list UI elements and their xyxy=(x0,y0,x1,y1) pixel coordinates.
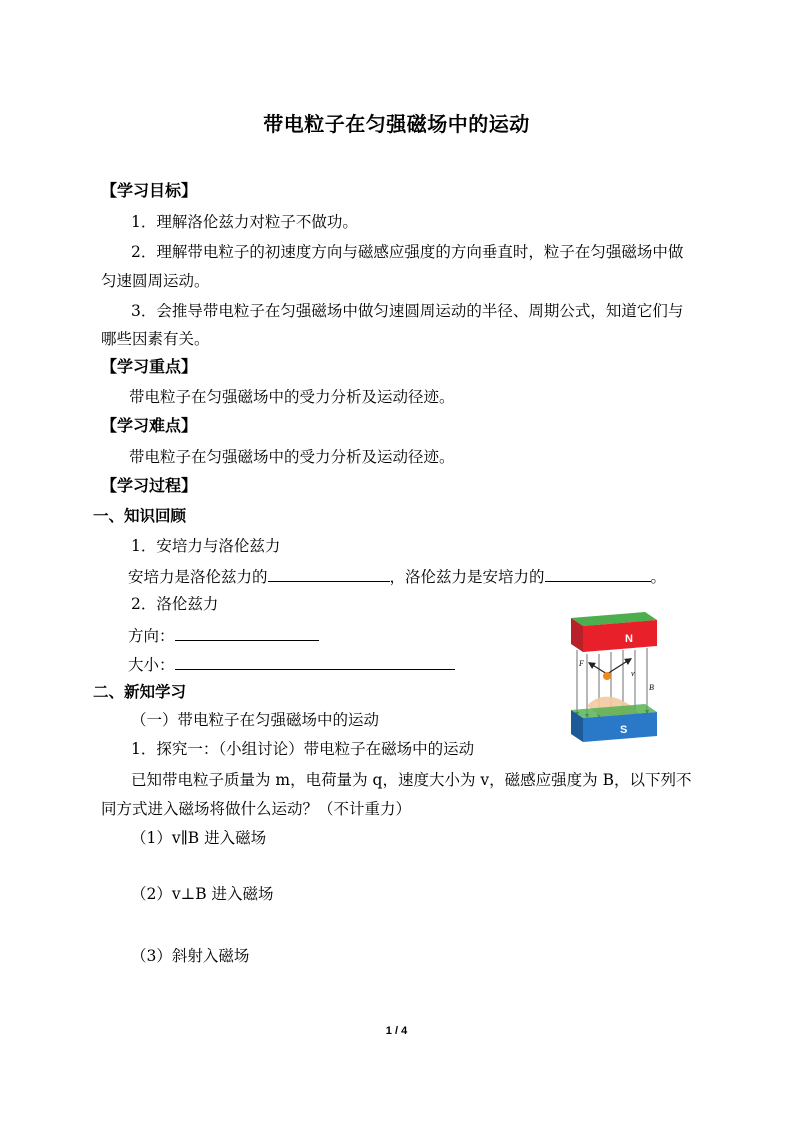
review-fill-line xyxy=(128,565,666,587)
case-item: （1）v∥B 进入磁场 xyxy=(131,829,267,847)
new-study-heading: 二、新知学习 xyxy=(93,682,187,701)
process-heading: 【学习过程】 xyxy=(101,476,198,495)
case-item: （3）斜射入磁场 xyxy=(131,947,250,965)
key-points-heading: 【学习重点】 xyxy=(101,357,198,376)
answer-blank[interactable] xyxy=(268,565,390,582)
objective-item: 2．理解带电粒子的初速度方向与磁感应强度的方向垂直时，粒子在匀强磁场中做 xyxy=(131,243,684,261)
page-title: 带电粒子在匀强磁场中的运动 xyxy=(263,112,530,136)
field-label: B xyxy=(649,683,654,692)
page-number: 1 / 4 xyxy=(385,1025,408,1037)
explore-paragraph: 已知带电粒子质量为 m，电荷量为 q，速度大小为 v，磁感应强度为 B，以下列不 xyxy=(131,771,692,789)
explore-paragraph: 同方式进入磁场将做什么运动？（不计重力） xyxy=(101,800,412,818)
case-item: （2）v⊥B 进入磁场 xyxy=(131,885,274,903)
force-label: F xyxy=(579,659,584,668)
review-heading: 一、知识回顾 xyxy=(93,506,187,525)
explore-heading: 1．探究一：（小组讨论）带电粒子在磁场中的运动 xyxy=(131,740,475,758)
objective-item: 1．理解洛伦兹力对粒子不做功。 xyxy=(131,213,358,231)
objective-item: 哪些因素有关。 xyxy=(101,330,210,348)
answer-blank[interactable] xyxy=(545,565,651,582)
objective-item: 匀速圆周运动。 xyxy=(101,272,210,290)
direction-line xyxy=(128,624,319,646)
magnitude-label: 大小： xyxy=(128,656,175,674)
magnet-field-illustration xyxy=(565,610,661,750)
objectives-heading: 【学习目标】 xyxy=(101,181,198,200)
magnitude-blank[interactable] xyxy=(175,653,455,670)
fill-text-b: ，洛伦兹力是安培力的 xyxy=(389,568,545,586)
south-label: S xyxy=(620,724,628,736)
key-points-text: 带电粒子在匀强磁场中的受力分析及运动径迹。 xyxy=(129,388,455,406)
magnitude-line xyxy=(128,653,455,675)
fill-text-a: 安培力是洛伦兹力的 xyxy=(128,568,268,586)
difficulties-text: 带电粒子在匀强磁场中的受力分析及运动径迹。 xyxy=(129,448,455,466)
direction-blank[interactable] xyxy=(175,624,319,641)
direction-label: 方向： xyxy=(128,627,175,645)
fill-text-end: 。 xyxy=(650,568,667,586)
charged-particle xyxy=(603,672,611,680)
north-label: N xyxy=(625,633,633,645)
subsection-heading: （一）带电粒子在匀强磁场中的运动 xyxy=(131,711,380,729)
velocity-label: v xyxy=(631,669,635,678)
objective-item: 3．会推导带电粒子在匀强磁场中做匀速圆周运动的半径、周期公式，知道它们与 xyxy=(131,302,684,320)
review-item-2: 2．洛伦兹力 xyxy=(131,595,219,613)
difficulties-heading: 【学习难点】 xyxy=(101,416,198,435)
review-item-1: 1．安培力与洛伦兹力 xyxy=(131,537,281,555)
